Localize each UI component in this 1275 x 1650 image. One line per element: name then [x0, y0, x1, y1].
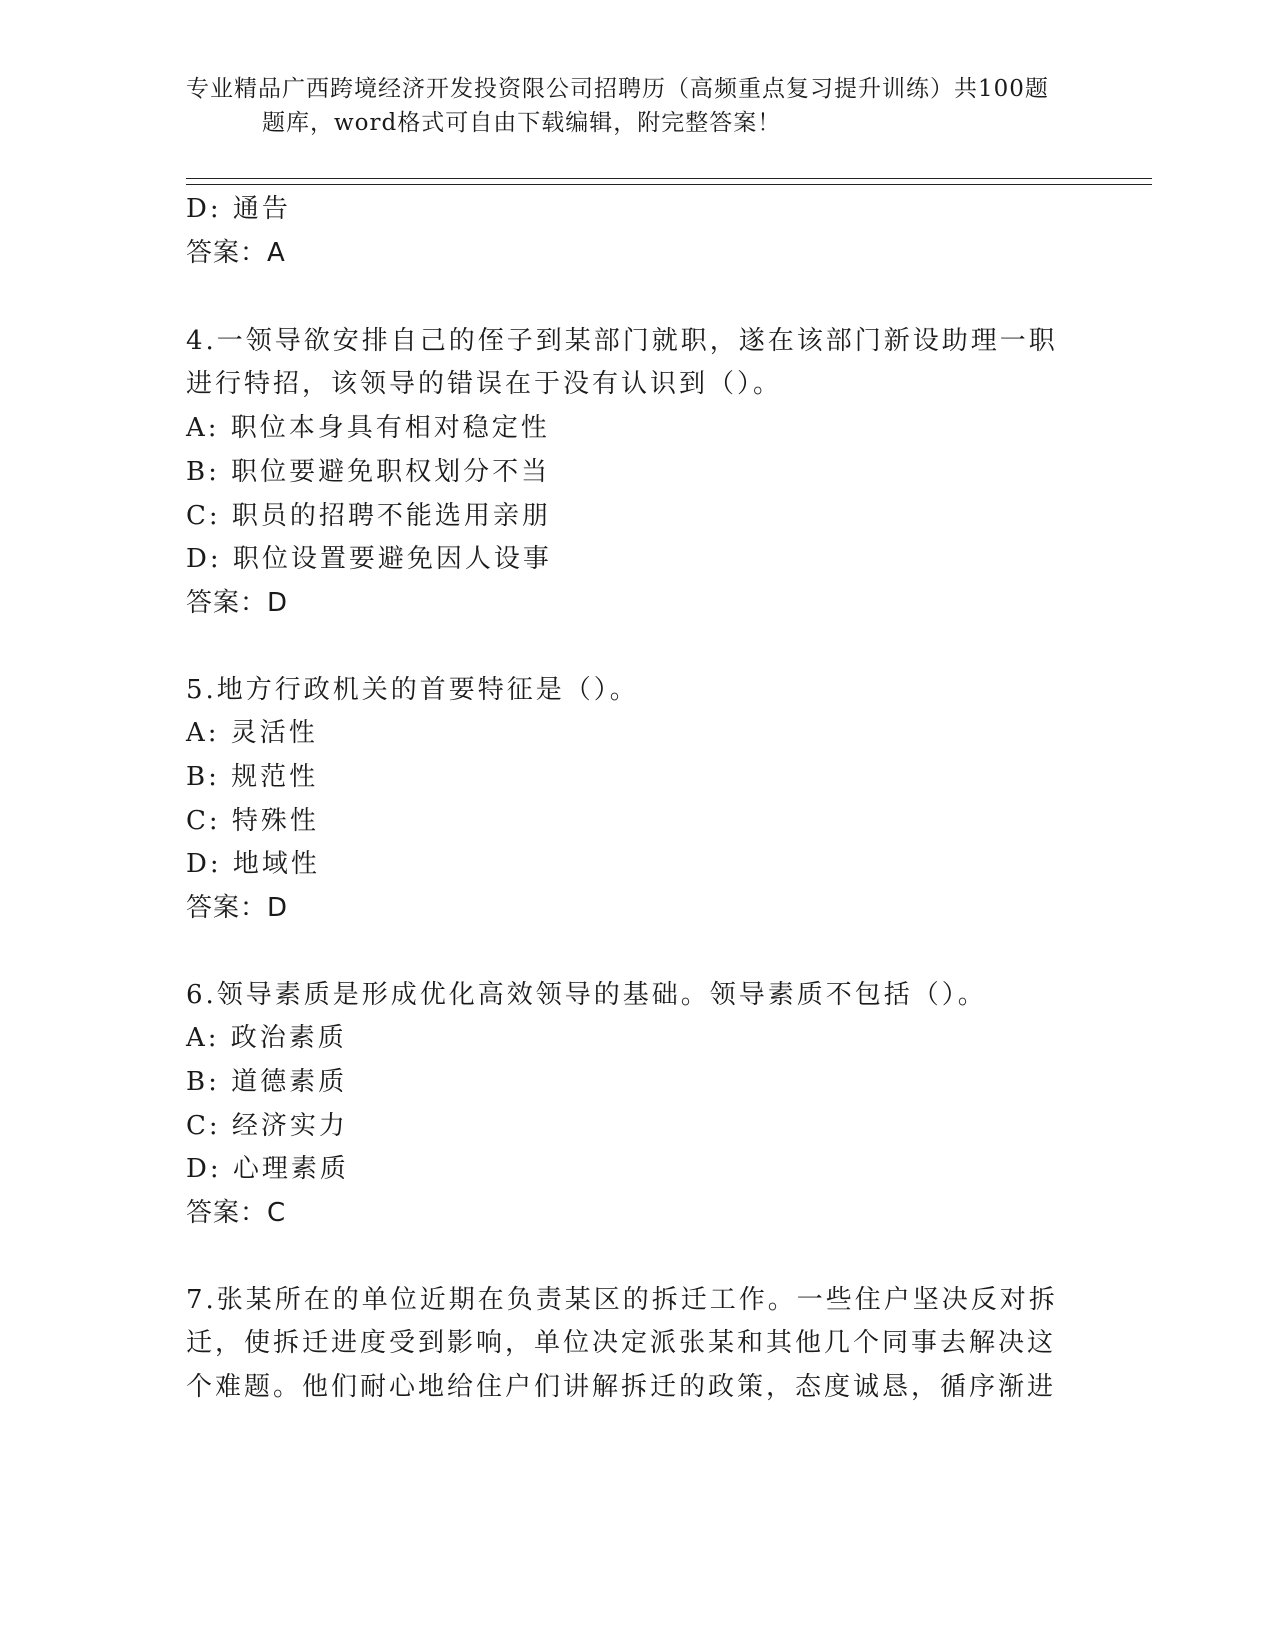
header-title-line1: 专业精品广西跨境经济开发投资限公司招聘历（高频重点复习提升训练）共100题	[186, 76, 1049, 102]
q6-option-a: A: 政治素质	[186, 1023, 347, 1053]
q5-answer: 答案：D	[186, 893, 289, 923]
q6-option-b: B: 道德素质	[186, 1067, 348, 1097]
q7-stem-line1: 7.张某所在的单位近期在负责某区的拆迁工作。一些住户坚决反对拆	[186, 1285, 1058, 1315]
q5-stem: 5.地方行政机关的首要特征是（）。	[186, 675, 639, 705]
q4-option-d: D: 职位设置要避免因人设事	[186, 544, 552, 574]
q6-answer: 答案：C	[186, 1198, 287, 1228]
page-header	[186, 72, 1086, 140]
q4-answer: 答案：D	[186, 588, 289, 618]
q5-option-d: D: 地域性	[186, 849, 320, 879]
prev-answer: 答案：A	[186, 238, 286, 268]
q5-option-c: C: 特殊性	[186, 806, 319, 836]
q4-stem-line2: 进行特招，该领导的错误在于没有认识到（）。	[186, 369, 783, 399]
header-divider-bottom	[186, 184, 1152, 185]
header-divider-top	[186, 178, 1152, 179]
q6-option-d: D: 心理素质	[186, 1154, 349, 1184]
q4-option-a: A: 职位本身具有相对稳定性	[186, 413, 550, 443]
q6-stem: 6.领导素质是形成优化高效领导的基础。领导素质不包括（）。	[186, 980, 987, 1010]
q4-option-b: B: 职位要避免职权划分不当	[186, 457, 551, 487]
q5-option-a: A: 灵活性	[186, 718, 318, 748]
q7-stem-line2: 迁，使拆迁进度受到影响，单位决定派张某和其他几个同事去解决这	[186, 1328, 1057, 1358]
header-title-line2: 题库，word格式可自由下载编辑，附完整答案！	[262, 110, 782, 136]
prev-option-d: D: 通告	[186, 194, 291, 224]
q5-option-b: B: 规范性	[186, 762, 319, 792]
q7-stem-line3: 个难题。他们耐心地给住户们讲解拆迁的政策，态度诚恳，循序渐进	[186, 1372, 1057, 1402]
q4-stem-line1: 4.一领导欲安排自己的侄子到某部门就职，遂在该部门新设助理一职	[186, 326, 1058, 356]
q4-option-c: C: 职员的招聘不能选用亲朋	[186, 501, 551, 531]
q6-option-c: C: 经济实力	[186, 1111, 348, 1141]
